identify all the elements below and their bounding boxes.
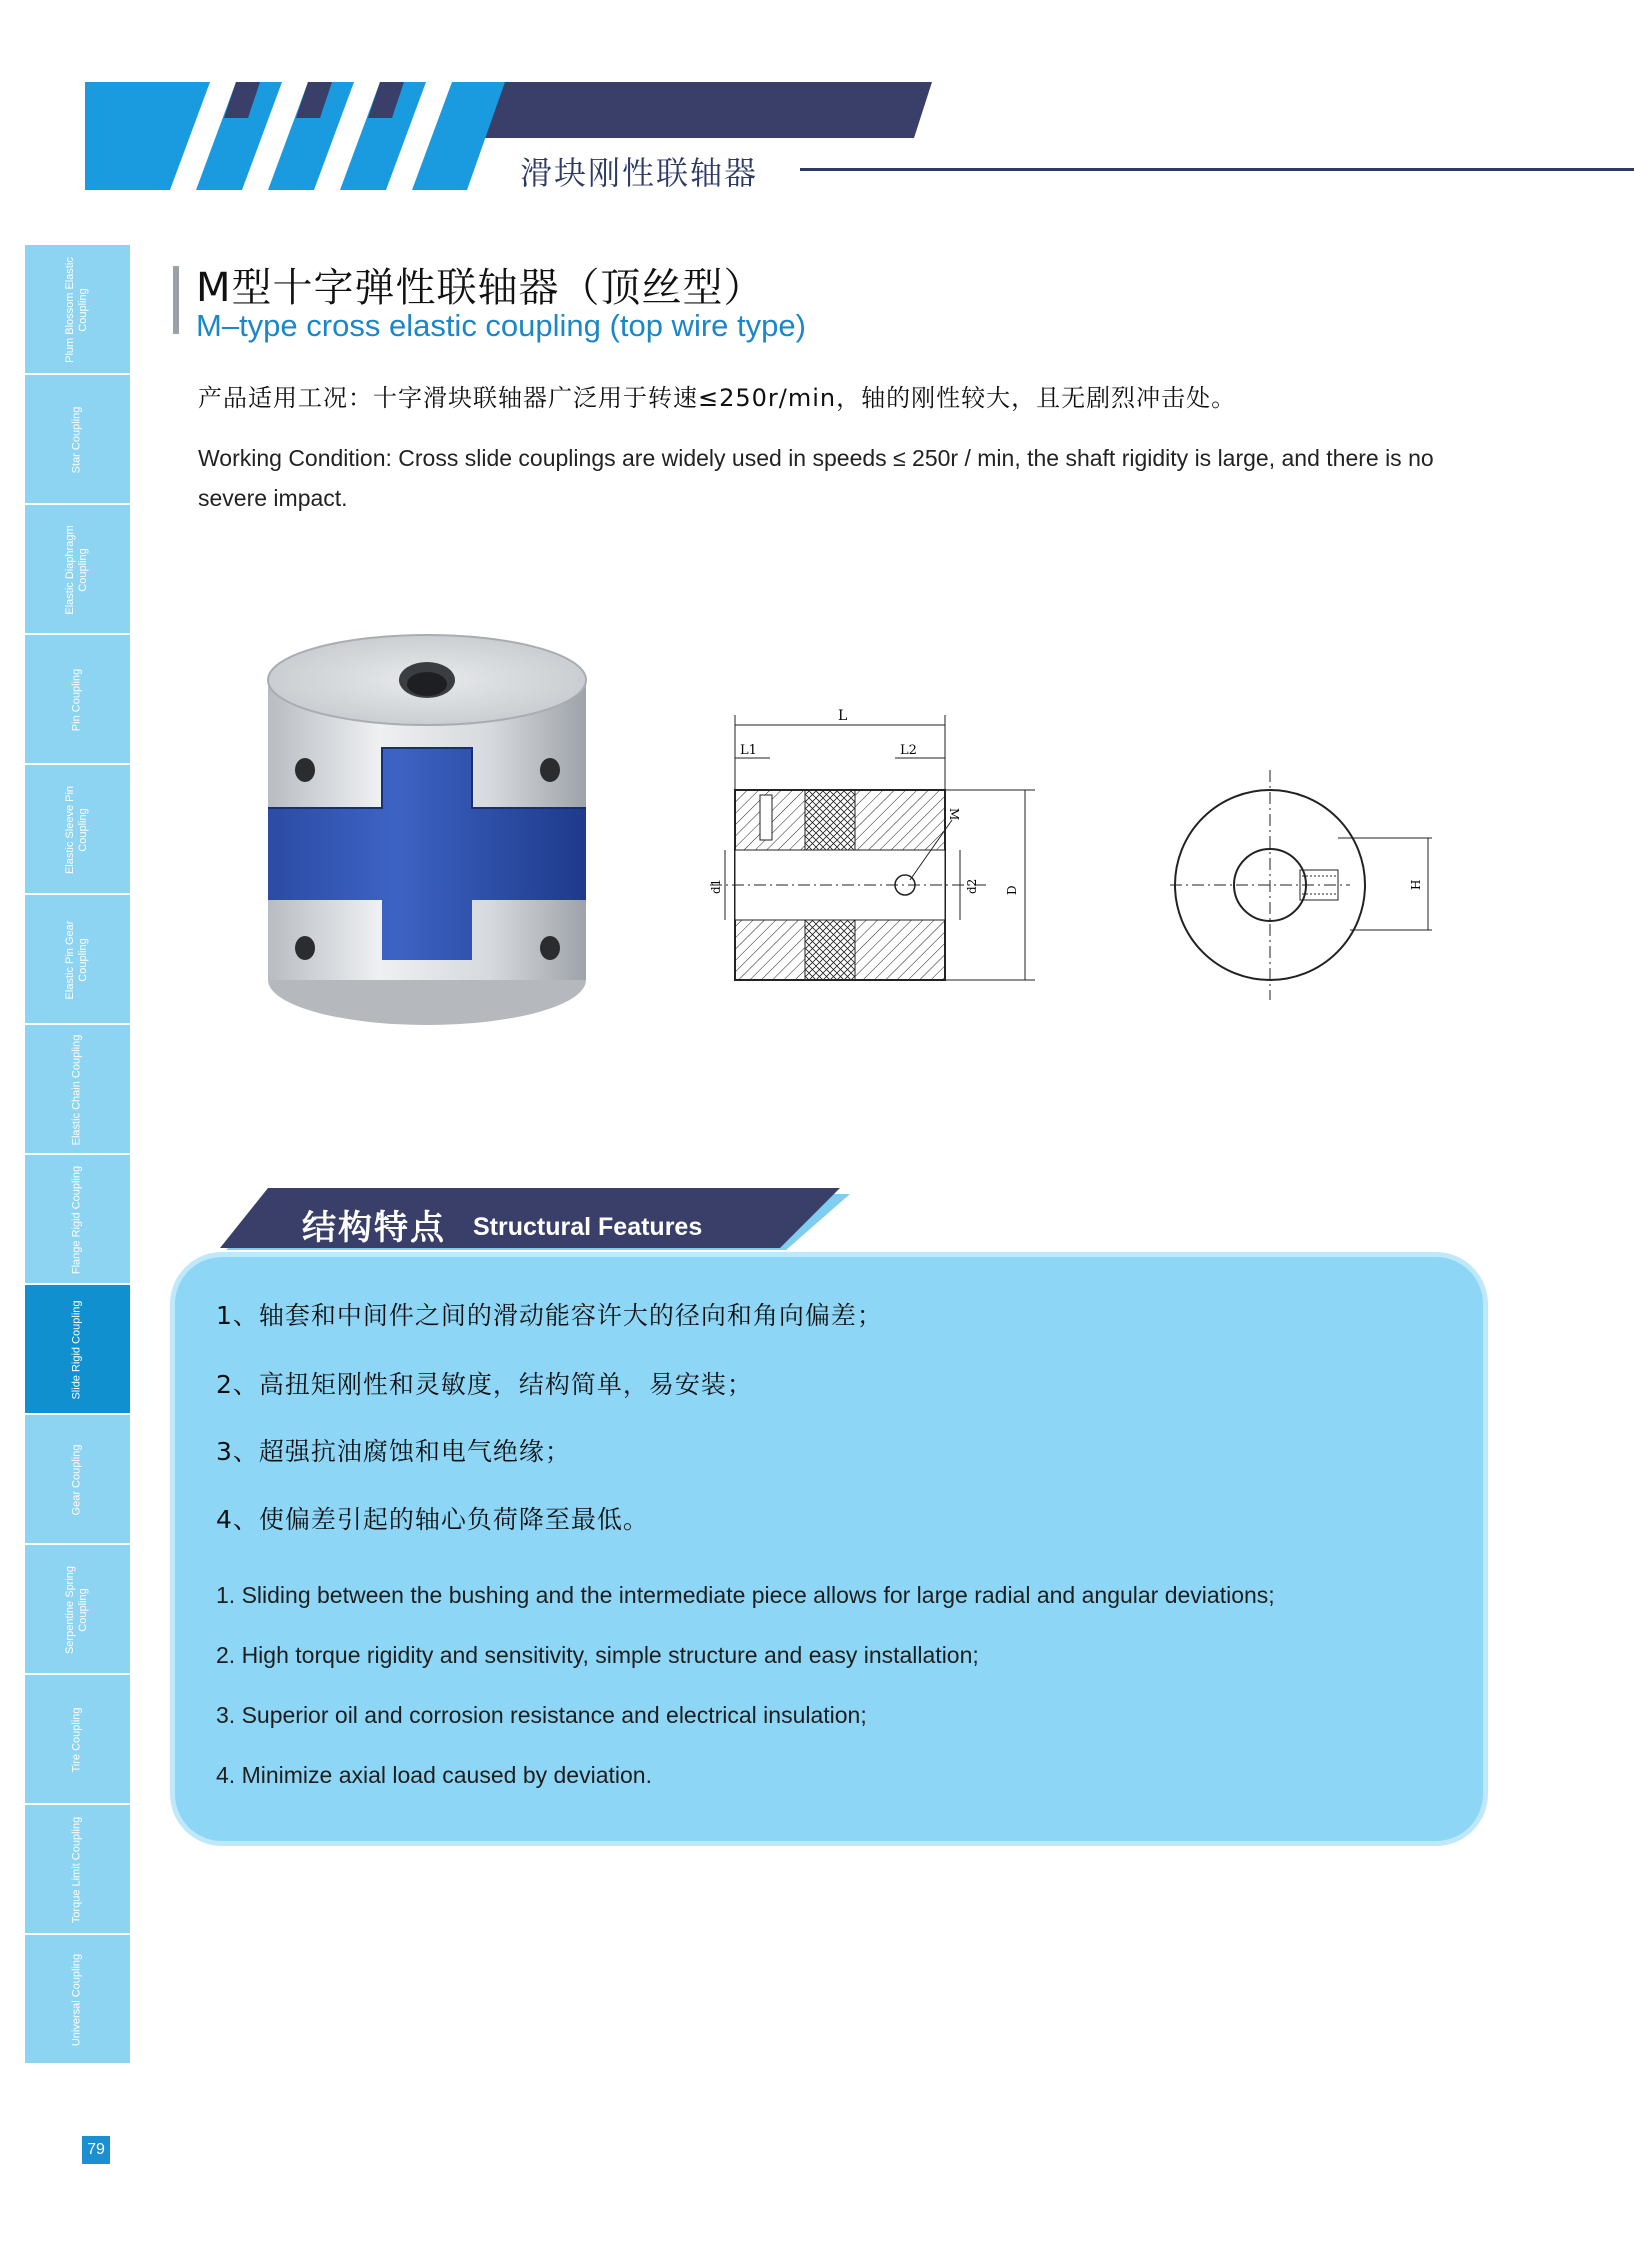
sidebar-item-label: Gear Coupling — [70, 1444, 83, 1516]
sidebar-item-label: Tire Coupling — [70, 1707, 83, 1773]
feature-cn-item: 2、高扭矩刚性和灵敏度，结构简单，易安装； — [216, 1370, 753, 1399]
product-title-en: M–type cross elastic coupling (top wire type) — [196, 308, 806, 343]
dim-H-label: H — [1409, 879, 1423, 890]
sidebar-item-universal[interactable] — [25, 1935, 130, 2065]
sidebar-item-pin[interactable] — [25, 635, 130, 765]
dim-d1-label: d1 — [709, 878, 723, 894]
sidebar-item-label: Star Coupling — [70, 406, 83, 474]
sidebar-item-label: Elastic Pin Gear Coupling — [64, 920, 89, 1000]
coupling-product-photo — [262, 630, 592, 1030]
sidebar-item-label: Pin Coupling — [70, 668, 83, 732]
features-panel — [170, 1252, 1488, 1846]
feature-cn-item: 3、超强抗油腐蚀和电气绝缘； — [216, 1437, 571, 1466]
title-accent-bar — [173, 266, 179, 334]
feature-en-item: 2. High torque rigidity and sensitivity, simple structure and easy installation; — [216, 1642, 979, 1668]
dim-L2-label: L2 — [900, 743, 917, 758]
sidebar-item-elastic-sleeve-pin[interactable] — [25, 765, 130, 895]
dim-D-label: D — [1005, 885, 1019, 895]
section-title: 滑块刚性联轴器 — [520, 154, 759, 192]
features-title-en: Structural Features — [473, 1213, 703, 1241]
header-rule — [800, 168, 1634, 171]
sidebar-item-slide-rigid[interactable] — [25, 1285, 130, 1415]
features-title-cn: 结构特点 — [302, 1208, 446, 1248]
working-condition-cn: 产品适用工况：十字滑块联轴器广泛用于转速≤250r/min，轴的刚性较大，且无剧烈冲击处。 — [198, 384, 1237, 412]
dim-d2-label: d2 — [965, 878, 979, 894]
sidebar-item-label: Flange Rigid Coupling — [70, 1165, 83, 1275]
category-sidebar — [25, 245, 130, 2065]
sidebar-item-label: Torque Limit Coupling — [70, 1816, 83, 1924]
feature-en-item: 4. Minimize axial load caused by deviation. — [216, 1762, 652, 1788]
sidebar-item-gear[interactable] — [25, 1415, 130, 1545]
page-number: 79 — [82, 2136, 110, 2164]
working-condition-en: Working Condition: Cross slide couplings are widely used in speeds ≤ 250r / min, the shaft rigidity is large, and there is no severe impact. — [198, 445, 1434, 511]
sidebar-item-torque-limit[interactable] — [25, 1805, 130, 1935]
sidebar-item-label: Elastic Sleeve Pin Coupling — [64, 785, 89, 875]
sidebar-item-label: Elastic Diaphragm Coupling — [64, 525, 89, 615]
dim-L1-label: L1 — [740, 743, 757, 758]
feature-en-item: 1. Sliding between the bushing and the intermediate piece allows for large radial and angular deviations; — [216, 1582, 1275, 1608]
sidebar-item-elastic-diaphragm[interactable] — [25, 505, 130, 635]
feature-cn-item: 4、使偏差引起的轴心负荷降至最低。 — [216, 1505, 649, 1534]
sidebar-item-flange-rigid[interactable] — [25, 1155, 130, 1285]
sidebar-item-tire[interactable] — [25, 1675, 130, 1805]
product-title-cn: M型十字弹性联轴器（顶丝型） — [196, 265, 765, 311]
feature-cn-item: 1、轴套和中间件之间的滑动能容许大的径向和角向偏差； — [216, 1301, 883, 1330]
sidebar-item-plum-blossom[interactable] — [25, 245, 130, 375]
sidebar-item-label: Serpentine Spring Coupling — [64, 1565, 89, 1655]
sidebar-item-label: Slide Rigid Coupling — [70, 1300, 83, 1400]
sidebar-item-label: Elastic Chain Coupling — [70, 1034, 83, 1146]
feature-en-item: 3. Superior oil and corrosion resistance and electrical insulation; — [216, 1702, 867, 1728]
sidebar-item-label: Plum Blossom Elastic Coupling — [64, 257, 89, 363]
end-view-drawing — [1150, 770, 1450, 1020]
dim-L-label: L — [838, 708, 848, 724]
sidebar-item-star[interactable] — [25, 375, 130, 505]
sidebar-item-elastic-pin-gear[interactable] — [25, 895, 130, 1025]
sidebar-item-serpentine-spring[interactable] — [25, 1545, 130, 1675]
dim-M-label: M — [947, 808, 961, 821]
side-section-drawing — [690, 700, 1090, 1000]
sidebar-item-label: Universal Coupling — [70, 1953, 83, 2047]
sidebar-item-elastic-chain[interactable] — [25, 1025, 130, 1155]
